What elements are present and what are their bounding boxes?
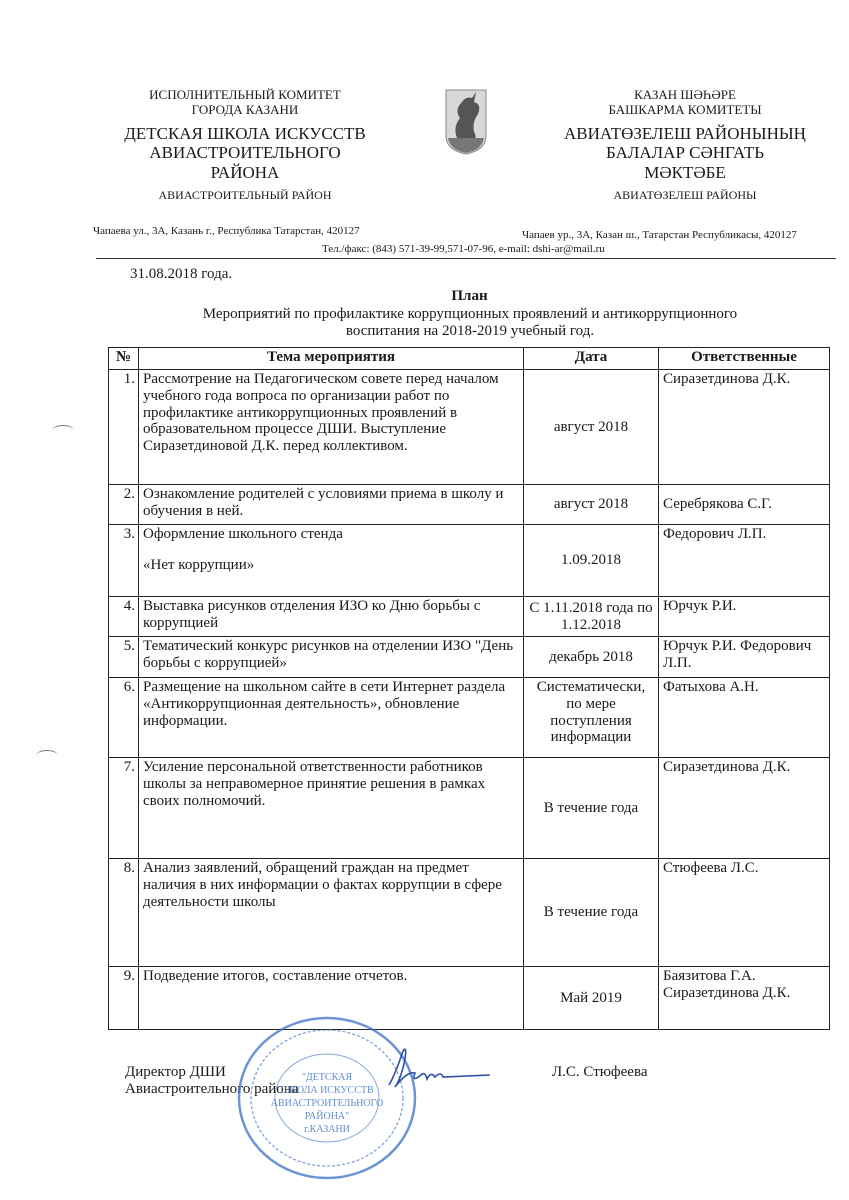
row-number: 2. — [109, 485, 139, 525]
margin-mark — [52, 425, 74, 436]
row-topic: Размещение на школьном сайте в сети Интернет раздела «Антикоррупционная деятельность», обновление информации. — [139, 678, 524, 758]
table-row — [109, 370, 830, 485]
svg-text:ШКОЛА ИСКУССТВ: ШКОЛА ИСКУССТВ — [280, 1085, 374, 1096]
district: АВИАТӨЗЕЛЕШ РАЙОНЫ — [613, 187, 757, 202]
header-topic: Тема мероприятия — [139, 348, 524, 370]
svg-text:"ДЕТСКАЯ: "ДЕТСКАЯ — [301, 1072, 353, 1083]
school-name-line: ДЕТСКАЯ ШКОЛА ИСКУССТВ — [124, 123, 366, 143]
svg-text:г.КАЗАНИ: г.КАЗАНИ — [304, 1124, 350, 1135]
row-date: декабрь 2018 — [524, 637, 659, 678]
table-row — [109, 859, 830, 967]
svg-text:РАЙОНА": РАЙОНА" — [304, 1111, 350, 1122]
committee-line: ИСПОЛНИТЕЛЬНЫЙ КОМИТЕТ — [149, 87, 341, 102]
row-number: 9. — [109, 967, 139, 1030]
row-responsible: Федорович Л.П. — [659, 525, 830, 597]
row-number: 8. — [109, 859, 139, 967]
row-responsible: Баязитова Г.А. Сиразетдинова Д.К. — [659, 967, 830, 1030]
row-topic: Тематический конкурс рисунков на отделении ИЗО "День борьбы с коррупцией» — [139, 637, 524, 678]
row-responsible: Юрчук Р.И. — [659, 597, 830, 637]
school-name-line: МӘКТӘБЕ — [644, 162, 726, 182]
subtitle-line: воспитания на 2018-2019 учебный год. — [345, 322, 595, 339]
svg-text:АВИАСТРОИТЕЛЬНОГО: АВИАСТРОИТЕЛЬНОГО — [270, 1098, 384, 1109]
row-number: 7. — [109, 758, 139, 859]
school-name-line: БАЛАЛАР СӘНГАТЬ — [606, 143, 764, 163]
document-date: 31.08.2018 года. — [130, 266, 233, 282]
position-line: Директор ДШИ — [125, 1064, 226, 1080]
row-topic — [139, 525, 524, 597]
school-name-line: РАЙОНА — [210, 162, 280, 182]
row-date: С 1.11.2018 года по 1.12.2018 — [524, 597, 659, 637]
contacts: Тел./факс: (843) 571-39-99,571-07-96, e-mail: dshi-ar@mail.ru — [322, 243, 605, 255]
table-row — [109, 485, 830, 525]
header-responsible: Ответственные — [659, 348, 830, 370]
school-name-line: АВИАТӨЗЕЛЕШ РАЙОНЫНЫҢ — [564, 123, 806, 143]
table-header-row — [109, 348, 830, 370]
table-row — [109, 597, 830, 637]
address-right: Чапаев ур., 3А, Казан ш., Татарстан Республикасы, 420127 — [522, 229, 797, 241]
district: АВИАСТРОИТЕЛЬНЫЙ РАЙОН — [158, 187, 332, 202]
official-stamp — [232, 1010, 422, 1185]
row-date: Май 2019 — [524, 967, 659, 1030]
row-responsible: Стюфеева Л.С. — [659, 859, 830, 967]
row-topic: Выставка рисунков отделения ИЗО ко Дню борьбы с коррупцией — [139, 597, 524, 637]
header-divider — [96, 258, 836, 259]
school-name-line: АВИАСТРОИТЕЛЬНОГО — [149, 143, 341, 163]
subtitle-line: Мероприятий по профилактике коррупционных проявлений и антикоррупционного — [202, 306, 738, 322]
table-row — [109, 678, 830, 758]
row-responsible: Сиразетдинова Д.К. — [659, 758, 830, 859]
row-date: август 2018 — [524, 370, 659, 485]
letterhead-left — [110, 88, 380, 202]
row-date: В течение года — [524, 758, 659, 859]
header-date: Дата — [524, 348, 659, 370]
row-number: 3. — [109, 525, 139, 597]
row-date: 1.09.2018 — [524, 525, 659, 597]
row-responsible: Серебрякова С.Г. — [659, 485, 830, 525]
row-number: 6. — [109, 678, 139, 758]
row-topic: Рассмотрение на Педагогическом совете перед началом учебного года вопроса по организации работ по профилактике антикоррупционных проявлений в образовательном процессе ДШИ. Выступление Сиразетдиновой Д.К. перед коллективом. — [139, 370, 524, 485]
row-topic: Анализ заявлений, обращений граждан на предмет наличия в них информации о фактах коррупции в сфере деятельности школы — [139, 859, 524, 967]
committee-line: БАШКАРМА КОМИТЕТЫ — [608, 101, 762, 117]
row-number: 4. — [109, 597, 139, 637]
header-number: № — [109, 348, 139, 370]
table-row — [109, 525, 830, 597]
position-line: Авиастроительного района — [125, 1080, 299, 1097]
row-responsible: Сиразетдинова Д.К. — [659, 370, 830, 485]
table-row — [109, 637, 830, 678]
row-topic: Ознакомление родителей с условиями приема в школу и обучения в ней. — [139, 485, 524, 525]
row-number: 1. — [109, 370, 139, 485]
kazan-coat-of-arms-logo — [444, 88, 488, 156]
document-title: План — [451, 288, 488, 304]
signatory-name: Л.С. Стюфеева — [552, 1064, 648, 1080]
row-date: Систематически, по мере поступления информации — [524, 678, 659, 758]
committee-line: КАЗАН ШӘҺӘРЕ — [634, 87, 736, 102]
document-subtitle — [140, 306, 800, 339]
letterhead-right — [540, 88, 830, 202]
row-topic-line: «Нет коррупции» — [143, 556, 255, 573]
margin-mark — [36, 750, 58, 761]
events-table — [108, 347, 830, 1030]
row-responsible: Фатыхова А.Н. — [659, 678, 830, 758]
table-row — [109, 758, 830, 859]
row-topic-line: Оформление школьного стенда — [143, 526, 343, 542]
row-responsible: Юрчук Р.И. Федорович Л.П. — [659, 637, 830, 678]
handwritten-signature — [385, 1045, 495, 1095]
row-date: В течение года — [524, 859, 659, 967]
row-number: 5. — [109, 637, 139, 678]
committee-line: ГОРОДА КАЗАНИ — [191, 101, 299, 117]
row-topic: Усиление персональной ответственности работников школы за неправомерное принятие решения в рамках своих полномочий. — [139, 758, 524, 859]
table-row — [109, 967, 830, 1030]
row-topic: Подведение итогов, составление отчетов. — [139, 967, 524, 1030]
row-date: август 2018 — [524, 485, 659, 525]
address-left: Чапаева ул., 3А, Казань г., Республика Татарстан, 420127 — [93, 225, 360, 237]
